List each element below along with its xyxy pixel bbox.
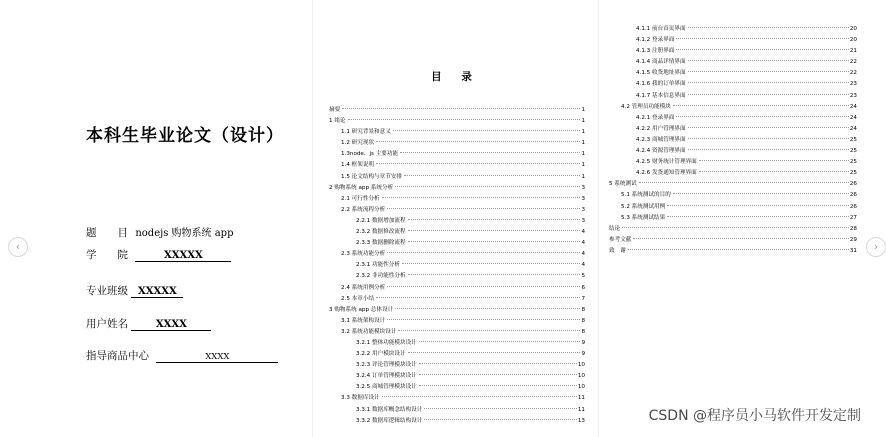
toc-entry-page: 29: [849, 236, 857, 243]
toc-entry[interactable]: [329, 116, 585, 127]
toc-entry-title: 1.4 框架说明: [341, 162, 375, 169]
toc-entry-title: 2.4 系统用例分析: [341, 284, 386, 291]
toc-entry-title: 4.2.3 商城管理界面: [636, 136, 686, 143]
toc-leader-dots: [699, 171, 849, 172]
toc-entry[interactable]: [329, 338, 585, 349]
toc-entry[interactable]: [609, 168, 857, 179]
toc-entry-page: 20: [849, 26, 857, 32]
toc-leader-dots: [688, 127, 849, 128]
field-advisor: [86, 348, 278, 363]
toc-entry-page: 8: [581, 317, 585, 324]
toc-entry-title: 4.1.3 注册界面: [636, 48, 675, 55]
toc-leader-dots: [622, 227, 849, 228]
toc-leader-dots: [382, 396, 577, 397]
toc-entry[interactable]: [329, 216, 585, 227]
toc-leader-dots: [408, 274, 581, 275]
toc-entry-title: 1 绪论: [329, 118, 346, 125]
toc-entry-title: 4.1.2 登录界面: [636, 37, 675, 44]
toc-entry-page: 3: [581, 184, 585, 191]
toc-entry-page: 9: [581, 339, 585, 346]
field-topic-value: nodejs 购物系统 app: [135, 228, 234, 239]
toc-entry[interactable]: [609, 246, 857, 257]
toc-leader-dots: [667, 216, 849, 217]
toc-entry-page: 23: [849, 81, 857, 88]
toc-leader-dots: [342, 108, 580, 109]
toc-leader-dots: [676, 49, 848, 50]
toc-leader-dots: [419, 385, 577, 386]
toc-leader-dots: [688, 82, 849, 83]
toc-entry-title: 2.3.1 功能性分析: [356, 262, 400, 269]
toc-entry-title: 4.1.6 我的订单界面: [636, 81, 686, 88]
toc-entry-page: 3: [581, 217, 585, 224]
toc-entry-page: 10: [577, 384, 585, 391]
field-college-value: XXXXX: [135, 250, 231, 262]
toc-entry-page: 4: [581, 229, 585, 236]
toc-entry-page: 1: [581, 162, 585, 169]
toc-entry-page: 25: [849, 170, 857, 177]
toc-entry[interactable]: [329, 371, 585, 382]
toc-entry-page: 22: [849, 70, 857, 77]
next-page-button[interactable]: ›: [866, 237, 886, 257]
toc-entry[interactable]: [609, 68, 857, 79]
toc-entry-page: 10: [577, 373, 585, 380]
toc-page-1: [312, 0, 598, 437]
field-username: [86, 316, 211, 331]
field-class-label: 专业班级: [86, 285, 128, 297]
toc-entry-page: 25: [849, 159, 857, 166]
toc-entry[interactable]: [609, 102, 857, 113]
field-college-label: 学 院: [86, 249, 128, 261]
toc-entry[interactable]: [329, 205, 585, 216]
toc-entry-page: 20: [849, 37, 857, 44]
toc-entry[interactable]: [329, 172, 585, 183]
toc-entry-page: 1: [581, 140, 585, 147]
toc-entry[interactable]: [329, 405, 585, 416]
toc-entry[interactable]: [609, 46, 857, 57]
toc-entry-page: 10: [577, 362, 585, 369]
toc-entry-title: 3.2.3 评论管理模块设计: [356, 362, 417, 369]
toc-title: 目 录: [431, 71, 480, 83]
toc-entry-title: 4.2.5 财务统计管理界面: [636, 159, 697, 166]
toc-entry-page: 7: [581, 295, 585, 302]
toc-leader-dots: [673, 193, 849, 194]
toc-leader-dots: [395, 308, 580, 309]
toc-entry[interactable]: [329, 249, 585, 260]
field-advisor-label: 指导商品中心: [86, 350, 149, 362]
toc-entry-title: 2.5 本章小结: [341, 295, 375, 302]
toc-entry-title: 4.2.6 发货通知管理界面: [636, 170, 697, 177]
toc-leader-dots: [639, 182, 849, 183]
toc-entry[interactable]: [329, 393, 585, 404]
toc-entry-title: 5.1 系统测试的目的: [621, 192, 671, 199]
toc-leader-dots: [633, 238, 848, 239]
toc-leader-dots: [628, 249, 849, 250]
toc-entry[interactable]: [329, 227, 585, 238]
toc-entry[interactable]: [329, 327, 585, 338]
cover-page: [0, 0, 310, 437]
toc-entry[interactable]: [329, 194, 585, 205]
field-topic: [86, 224, 233, 240]
toc-entry-page: 26: [849, 181, 857, 188]
toc-entry-page: 22: [849, 59, 857, 66]
toc-leader-dots: [688, 60, 849, 61]
toc-entry-title: 3.2.4 订单管理模块设计: [356, 373, 417, 380]
field-username-value: XXXX: [131, 319, 211, 331]
toc-entry-page: 25: [849, 136, 857, 143]
toc-leader-dots: [688, 27, 849, 28]
toc-leader-dots: [688, 71, 849, 72]
toc-entry-title: 4.1.5 收货地址界面: [636, 70, 686, 77]
thesis-title: 本科生毕业论文（设计）: [86, 126, 284, 146]
toc-entry[interactable]: [329, 138, 585, 149]
toc-entry[interactable]: [609, 179, 857, 190]
toc-leader-dots: [688, 138, 849, 139]
toc-entry[interactable]: [329, 360, 585, 371]
toc-leader-dots: [424, 408, 577, 409]
field-class-value: XXXXX: [131, 286, 183, 298]
toc-leader-dots: [348, 119, 581, 120]
toc-entry-title: 1.2 研究现状: [341, 140, 375, 147]
toc-entry[interactable]: [329, 271, 585, 282]
toc-leader-dots: [419, 374, 577, 375]
toc-leader-dots: [667, 205, 849, 206]
toc-leader-dots: [376, 141, 580, 142]
toc-entry-page: 1: [581, 151, 585, 158]
toc-entry-page: 1: [581, 118, 585, 125]
toc-entry[interactable]: [609, 224, 857, 235]
toc-entry-title: 1.3node．js 主要功能: [341, 151, 399, 158]
toc-entry-page: 5: [581, 273, 585, 280]
toc-entry-title: 5.3 系统测试结果: [621, 214, 666, 221]
toc-entry-title: 1.5 论文结构与章节安排: [341, 173, 403, 180]
toc-leader-dots: [408, 230, 581, 231]
toc-entry-title: 致 谢: [609, 247, 626, 254]
toc-entry[interactable]: [609, 35, 857, 46]
toc-leader-dots: [376, 163, 580, 164]
toc-entry[interactable]: [329, 349, 585, 360]
toc-list-right: [609, 24, 857, 257]
toc-entry[interactable]: [609, 91, 857, 102]
toc-entry-page: 1: [581, 129, 585, 136]
toc-entry-title: 参考文献: [609, 236, 632, 243]
toc-leader-dots: [404, 175, 580, 176]
field-advisor-value: XXXX: [156, 352, 278, 363]
toc-entry[interactable]: [609, 113, 857, 124]
toc-entry-title: 2.2.1 数据增加流程: [356, 217, 406, 224]
toc-leader-dots: [402, 263, 580, 264]
toc-leader-dots: [676, 38, 848, 39]
toc-entry-title: 2.3.3 数据删除流程: [356, 240, 406, 247]
toc-entry-title: 3.3.2 数据库逻辑结构设计: [356, 417, 423, 424]
toc-entry-title: 2.2 系统流程分析: [341, 206, 386, 213]
toc-entry-page: 8: [581, 306, 585, 313]
toc-leader-dots: [398, 330, 580, 331]
toc-entry[interactable]: [609, 157, 857, 168]
toc-leader-dots: [419, 363, 577, 364]
toc-entry[interactable]: [609, 79, 857, 90]
toc-entry[interactable]: [609, 24, 857, 35]
toc-entry-title: 2 购物系统 app 系统分析: [329, 184, 394, 191]
toc-entry[interactable]: [609, 190, 857, 201]
toc-entry-title: 4.1.1 前台首页界面: [636, 26, 686, 32]
toc-entry-title: 3.2.5 商城管理模块设计: [356, 384, 417, 391]
toc-leader-dots: [424, 419, 577, 420]
toc-entry[interactable]: [609, 124, 857, 135]
toc-entry[interactable]: [329, 127, 585, 138]
field-college: [86, 247, 231, 262]
toc-leader-dots: [408, 219, 581, 220]
toc-leader-dots: [673, 105, 849, 106]
toc-entry-page: 24: [849, 103, 857, 110]
toc-entry-page: 3: [581, 206, 585, 213]
field-class: [86, 283, 183, 298]
toc-entry[interactable]: [329, 305, 585, 316]
toc-entry-page: 21: [849, 48, 857, 55]
toc-entry-title: 2.3.2 非功能性分析: [356, 273, 406, 280]
csdn-watermark: CSDN @程序员小马软件开发定制: [648, 408, 861, 424]
toc-leader-dots: [387, 286, 580, 287]
toc-entry-page: 3: [581, 195, 585, 202]
field-topic-label: 题 目: [86, 227, 128, 239]
toc-entry-page: 4: [581, 262, 585, 269]
toc-entry-page: 1: [581, 107, 585, 113]
toc-entry-title: 3.1 系统架构设计: [341, 317, 386, 324]
toc-entry-page: 4: [581, 251, 585, 258]
toc-leader-dots: [419, 341, 581, 342]
toc-entry[interactable]: [609, 202, 857, 213]
toc-entry[interactable]: [329, 260, 585, 271]
toc-entry-title: 摘要: [329, 107, 341, 113]
toc-entry[interactable]: [329, 382, 585, 393]
toc-entry-page: 8: [581, 328, 585, 335]
toc-entry[interactable]: [329, 416, 585, 427]
prev-page-button[interactable]: ‹: [8, 237, 28, 257]
toc-leader-dots: [676, 116, 848, 117]
toc-entry-page: 24: [849, 125, 857, 132]
toc-entry[interactable]: [329, 294, 585, 305]
toc-entry-page: 11: [577, 406, 585, 413]
toc-entry-page: 26: [849, 192, 857, 199]
toc-entry[interactable]: [329, 183, 585, 194]
toc-entry-page: 24: [849, 114, 857, 121]
toc-entry-page: 31: [849, 247, 857, 254]
toc-entry-page: 27: [849, 214, 857, 221]
toc-entry[interactable]: [329, 238, 585, 249]
toc-entry-title: 结论: [609, 225, 621, 232]
toc-entry-page: 26: [849, 203, 857, 210]
toc-entry[interactable]: [609, 135, 857, 146]
toc-entry-title: 2.1 可行性分析: [341, 195, 380, 202]
toc-leader-dots: [400, 152, 580, 153]
toc-entry-title: 4.2.1 登录界面: [636, 114, 675, 121]
toc-leader-dots: [408, 352, 581, 353]
toc-entry-title: 4.1.4 商品详情界面: [636, 59, 686, 66]
toc-entry[interactable]: [329, 160, 585, 171]
toc-entry-page: 6: [581, 284, 585, 291]
toc-entry-page: 9: [581, 351, 585, 358]
toc-entry-title: 4.2.4 资源管理界面: [636, 148, 686, 155]
toc-entry[interactable]: [609, 213, 857, 224]
field-username-label: 用户姓名: [86, 318, 128, 330]
toc-entry-title: 2.3 系统功能分析: [341, 251, 386, 258]
toc-leader-dots: [387, 252, 580, 253]
toc-leader-dots: [688, 94, 849, 95]
toc-leader-dots: [408, 241, 581, 242]
toc-entry-title: 5 系统测试: [609, 181, 637, 188]
toc-entry-title: 3.2.1 整体功能模块设计: [356, 339, 417, 346]
toc-entry-title: 3.3 数据库设计: [341, 395, 380, 402]
toc-list-left: [329, 105, 585, 427]
toc-entry[interactable]: [329, 316, 585, 327]
toc-entry-title: 2.3.2 数据修改流程: [356, 229, 406, 236]
toc-leader-dots: [387, 208, 580, 209]
toc-entry[interactable]: [609, 57, 857, 68]
toc-entry-page: 4: [581, 240, 585, 247]
toc-entry-page: 1: [581, 173, 585, 180]
toc-leader-dots: [699, 160, 849, 161]
toc-leader-dots: [688, 149, 849, 150]
toc-entry-page: 13: [577, 417, 585, 424]
toc-leader-dots: [393, 130, 581, 131]
toc-entry-title: 3.2 系统功能模块设计: [341, 328, 397, 335]
toc-entry-title: 4.2 管理员功能模块: [621, 103, 671, 110]
toc-entry-title: 5.2 系统测试用例: [621, 203, 666, 210]
toc-entry-title: 4.1.7 基本信息界面: [636, 92, 686, 99]
toc-leader-dots: [376, 297, 580, 298]
toc-entry-page: 11: [577, 395, 585, 402]
toc-entry[interactable]: [329, 283, 585, 294]
toc-entry-title: 1.1 研究背景和意义: [341, 129, 391, 136]
toc-entry[interactable]: [609, 235, 857, 246]
toc-entry[interactable]: [609, 146, 857, 157]
toc-entry-title: 4.2.2 用户管理界面: [636, 125, 686, 132]
toc-entry-page: 23: [849, 92, 857, 99]
toc-entry-title: 3.2.2 用户模块设计: [356, 351, 406, 358]
toc-entry-title: 3.3.1 数据库概念结构设计: [356, 406, 423, 413]
toc-entry-page: 28: [849, 225, 857, 232]
toc-leader-dots: [382, 197, 581, 198]
toc-leader-dots: [395, 186, 580, 187]
toc-entry-page: 25: [849, 148, 857, 155]
toc-entry[interactable]: [329, 149, 585, 160]
toc-leader-dots: [387, 319, 580, 320]
toc-entry-title: 3 购物系统 app 总体设计: [329, 306, 394, 313]
toc-page-2: [598, 0, 861, 437]
toc-entry[interactable]: [329, 105, 585, 116]
